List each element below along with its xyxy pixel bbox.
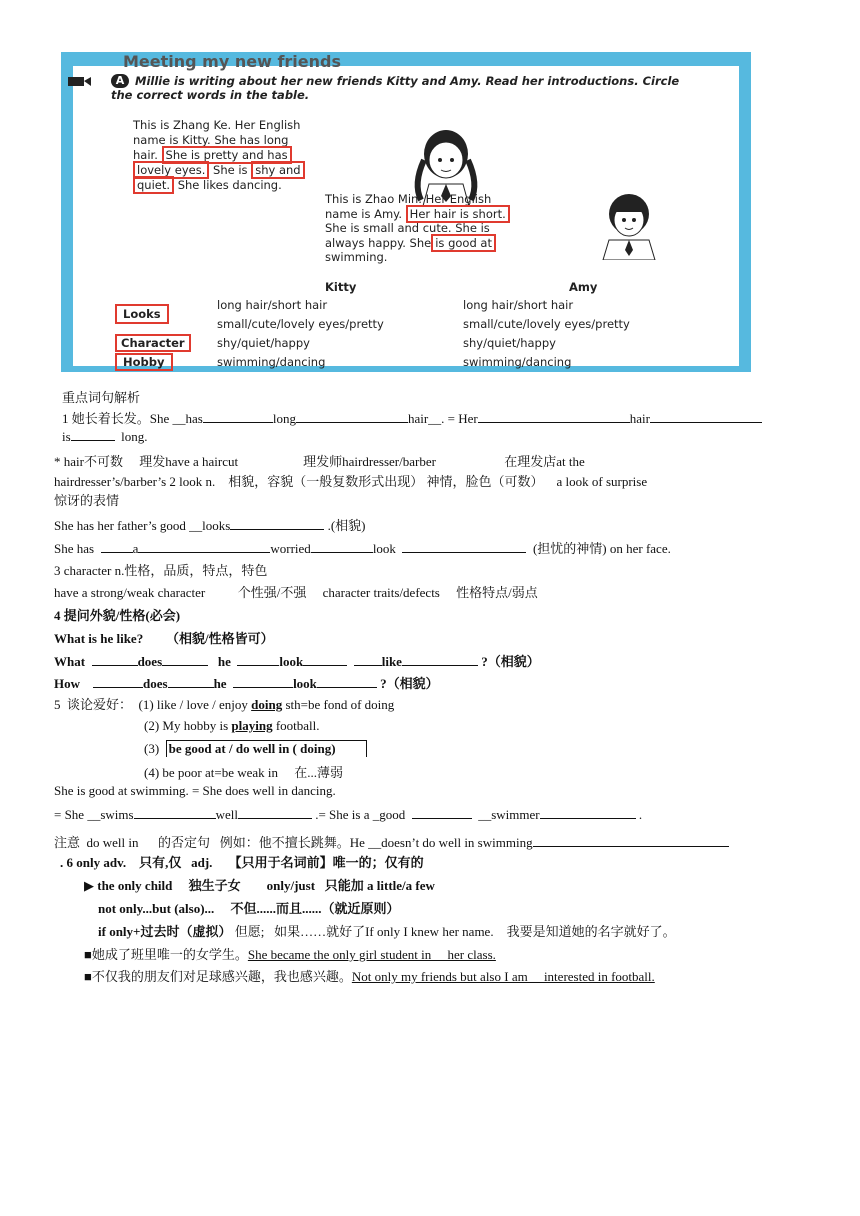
blank [138, 540, 270, 553]
hair-note-line-3: 惊讶的表情 [54, 493, 120, 508]
blank [296, 410, 408, 423]
circled-phrase: is good at [431, 234, 496, 252]
blank [71, 428, 115, 441]
hobby-item-4: (4) be poor at=be weak in 在...薄弱 [144, 765, 344, 780]
negation-note: 注意 do well in 的否定句 例如：他不擅长跳舞。He __doesn’t do well in swimming [54, 832, 729, 851]
blank [203, 410, 273, 423]
circled-phrase: shy and [251, 161, 304, 179]
question-what-like: What is he like? （相貌/性格皆可） [54, 631, 274, 646]
blank [303, 653, 347, 666]
blank [311, 540, 373, 553]
kitty-line: hair. She is pretty and has [133, 148, 305, 163]
circled-phrase: She is pretty and has [162, 146, 292, 164]
table-header-kitty: Kitty [325, 280, 357, 294]
character-examples: have a strong/weak character 个性强/不强 character traits/defects 性格特点/弱点 [54, 585, 538, 600]
circled-phrase: quiet. [133, 176, 174, 194]
table-header-amy: Amy [569, 280, 598, 294]
circled-phrase: lovely eyes. [133, 161, 209, 179]
question-what-look-like: What does he look like ?（相貌） [54, 654, 540, 669]
table-cell: small/cute/lovely eyes/pretty [463, 317, 630, 331]
character-note: 3 character n.性格，品质，特点，特色 [54, 563, 268, 578]
notes-heading: 重点词句解析 [62, 390, 141, 405]
blank [238, 806, 312, 819]
question-how-look: How does he look ?（相貌） [54, 676, 439, 691]
row-label-character: Character [115, 334, 191, 352]
sentence-looks: She has her father’s good __looks .(相貌) [54, 518, 366, 533]
blank [478, 410, 630, 423]
blank [354, 653, 382, 666]
kitty-line: This is Zhang Ke. Her English [133, 118, 301, 132]
amy-line: swimming. [325, 250, 388, 264]
blank [101, 540, 133, 553]
hobby-item-2: (2) My hobby is playing football. [144, 718, 320, 733]
blank [412, 806, 472, 819]
only-usage-3: if only+过去时（虚拟） 但愿; 如果……就好了If only I knew her name. 我要是知道她的名字就好了。 [98, 924, 676, 939]
highlighted-phrase: be good at / do well in ( doing) [166, 740, 367, 757]
blank [230, 517, 324, 530]
blank [540, 806, 636, 819]
amy-column [463, 296, 630, 372]
blank [402, 653, 478, 666]
hobby-item-1: 5 谈论爱好： (1) like / love / enjoy doing sth=be fond of doing [54, 697, 395, 712]
amy-line: This is Zhao Min. Her English [325, 192, 492, 206]
amy-line: She is small and cute. She is [325, 221, 490, 235]
blank [237, 653, 279, 666]
blank [402, 540, 526, 553]
hair-note-line-2: hairdresser’s/barber’s 2 look n. 相貌，容貌（一般复数形式出现） 神情，脸色（可数） a look of surprise [54, 474, 648, 489]
example-good-at: She is good at swimming. = She does well in dancing. [54, 783, 336, 798]
book-title: Meeting my new friends [123, 52, 341, 71]
row-label-looks: Looks [115, 304, 169, 324]
blank [93, 675, 143, 688]
sentence-1: 1 她长着长发。She __has long hair__. = Her hair [62, 408, 762, 427]
amy-paragraph [325, 192, 510, 265]
instruction-line-1: Millie is writing about her new friends Kitty and Amy. Read her introductions. Circle [135, 74, 680, 88]
table-cell: long hair/short hair [217, 298, 328, 312]
kitty-line: quiet. She likes dancing. [133, 178, 305, 193]
table-cell: swimming/dancing [217, 355, 326, 369]
kitty-line: lovely eyes. She is shy and [133, 163, 305, 178]
textbook-page [73, 52, 739, 369]
blank [134, 806, 216, 819]
table-cell: shy/quiet/happy [463, 336, 556, 350]
example-not-only: ■不仅我的朋友们对足球感兴趣，我也感兴趣。Not only my friends but also I am interested in football. [84, 969, 655, 984]
blank [92, 653, 138, 666]
blank [162, 653, 208, 666]
amy-line: always happy. She is good at [325, 236, 510, 251]
table-cell: long hair/short hair [463, 298, 574, 312]
only-usage-1: ▶ the only child 独生子女 only/just 只能加 a little/a few [84, 878, 435, 893]
hair-note-line-1: * hair不可数 理发have a haircut 理发师hairdresser/barber 在理发店at the [54, 454, 585, 469]
only-usage-2: not only...but (also)... 不但......而且......（就近原则） [98, 901, 400, 916]
kitty-line: name is Kitty. She has long [133, 133, 289, 147]
section-badge: A [111, 74, 129, 88]
textbook-image [61, 52, 751, 372]
kitty-paragraph [133, 118, 305, 193]
kitty-column [217, 296, 384, 372]
rewrite-swimmer: = She __swims well .= She is a _good __swimmer . [54, 807, 643, 822]
sentence-1-cont: is long. [62, 429, 148, 444]
table-cell: shy/quiet/happy [217, 336, 310, 350]
blank [168, 675, 214, 688]
amy-illustration [589, 190, 669, 260]
example-only-girl: ■她成了班里唯一的女学生。She became the only girl student in her class. [84, 947, 496, 962]
video-icon [67, 74, 93, 91]
table-cell: swimming/dancing [463, 355, 572, 369]
amy-line: name is Amy. Her hair is short. [325, 207, 510, 222]
blank [233, 675, 293, 688]
hobby-item-3: (3) be good at / do well in ( doing) [144, 740, 367, 757]
table-cell: small/cute/lovely eyes/pretty [217, 317, 384, 331]
instruction-line-2: the correct words in the table. [111, 88, 310, 102]
section-4-heading: 4 提问外貌/性格(必会) [54, 608, 181, 623]
circled-phrase: Her hair is short. [406, 205, 510, 223]
blank [317, 675, 377, 688]
only-heading: . 6 only adv. 只有,仅 adj. 【只用于名词前】唯一的；仅有的 [60, 855, 424, 870]
blank [533, 834, 729, 847]
row-label-hobby: Hobby [115, 353, 173, 371]
sentence-worried: She has a worried look (担忧的神情) on her face. [54, 541, 671, 556]
blank [650, 410, 762, 423]
